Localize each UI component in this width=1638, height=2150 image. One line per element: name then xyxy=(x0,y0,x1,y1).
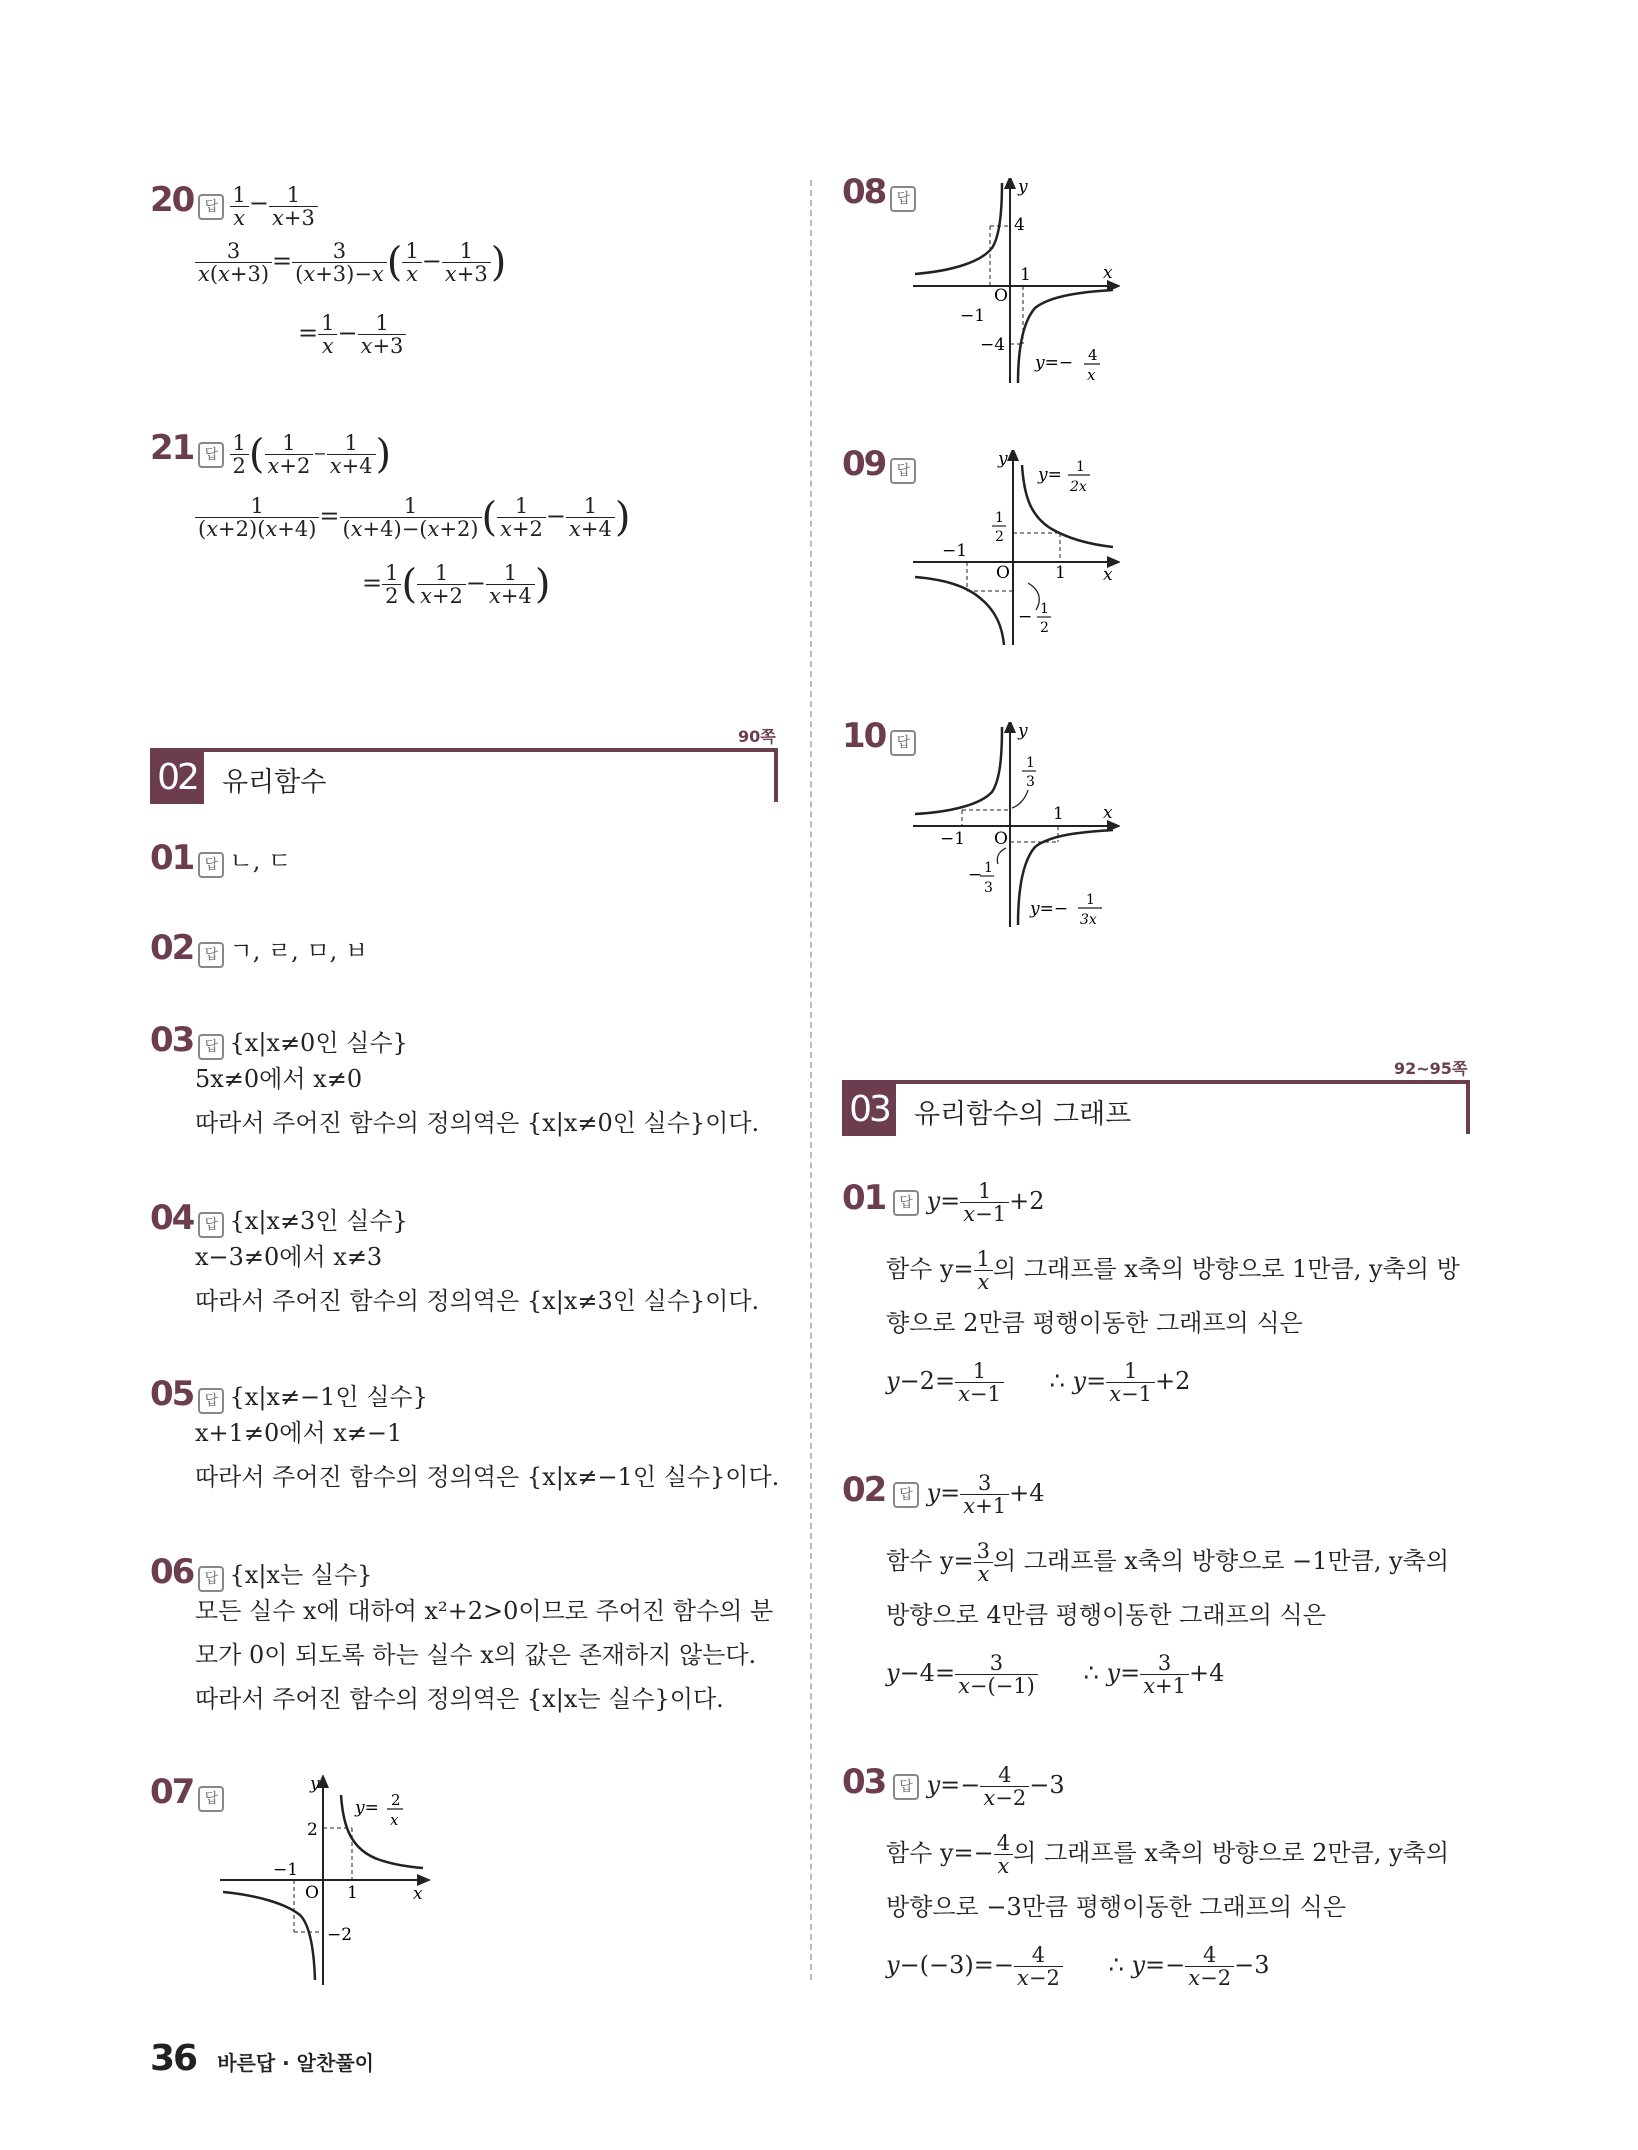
solution-text: 함수 y=− xyxy=(886,1839,994,1867)
section-header-03 xyxy=(842,1080,1470,1140)
tick-label: −1 xyxy=(273,1860,299,1880)
tick-label: 1 xyxy=(1055,563,1066,583)
section-title: 유리함수의 그래프 xyxy=(914,1099,1132,1130)
answer-mark-icon: 답 xyxy=(198,1388,224,1414)
question-05 xyxy=(150,1374,428,1414)
solution-line: 방향으로 4만큼 평행이동한 그래프의 식은 xyxy=(886,1601,1326,1629)
solution-line: 따라서 주어진 함수의 정의역은 {x|x≠−1인 실수}이다. xyxy=(195,1463,780,1491)
curve-branch xyxy=(1022,465,1113,547)
tick-label: 1 xyxy=(984,860,993,876)
solution-line: 모가 0이 되도록 하는 실수 x의 값은 존재하지 않는다. xyxy=(195,1641,757,1669)
curve-branch xyxy=(915,183,1002,274)
equation-label: y=− xyxy=(1035,353,1074,373)
problem-number: 07 xyxy=(150,1772,194,1812)
tick-label: −1 xyxy=(960,306,986,326)
question-01 xyxy=(150,838,291,878)
tick-label: − xyxy=(1018,607,1033,627)
solution-line: $\frac{1}{(x+2)(x+4)}$ = $\frac{1}{(x+4)-(x+2)}$ ( $\frac{1}{x+2}$ − $\frac{1}{x+4}$ ) xyxy=(195,495,630,540)
frac-numerator: 2 xyxy=(391,1791,401,1809)
section-header-02 xyxy=(150,748,778,808)
problem-number: 09 xyxy=(842,444,886,484)
solution-line: = $\frac{1}{x}$ − $\frac{1}{x+3}$ xyxy=(298,312,406,357)
problem-number: 08 xyxy=(842,172,886,212)
answer-text: {x|x≠3인 실수} xyxy=(229,1207,408,1235)
tick-label: 1 xyxy=(1040,601,1049,617)
answer-text: {x|x≠0인 실수} xyxy=(229,1029,408,1057)
section-number: 03 xyxy=(842,1084,896,1136)
tick-label: 1 xyxy=(1026,755,1035,771)
solution-text: 함수 y= xyxy=(886,1255,974,1283)
axis-label-y: y xyxy=(1018,722,1028,741)
axis-label-y: y xyxy=(310,1775,320,1794)
answer-mark-icon: 답 xyxy=(198,942,224,968)
answer-mark-icon: 답 xyxy=(198,1212,224,1238)
page-footer xyxy=(150,2038,374,2079)
solution-text: 의 그래프를 x축의 방향으로 −1만큼, y축의 xyxy=(993,1547,1450,1575)
section-bracket xyxy=(1466,1084,1470,1134)
solution-text: 의 그래프를 x축의 방향으로 1만큼, y축의 방 xyxy=(993,1255,1460,1283)
answer-mark-icon: 답 xyxy=(890,458,916,484)
problem-number: 01 xyxy=(842,1178,886,1218)
problem-number: 06 xyxy=(150,1552,194,1592)
question-03 xyxy=(150,1020,408,1060)
problem-number: 03 xyxy=(842,1762,886,1802)
tick-label: 1 xyxy=(1053,804,1064,824)
problem-number: 02 xyxy=(842,1470,886,1510)
solution-line: y−(−3)=− $\frac{4}{x-2}$ ∴ y=− $\frac{4}{x-2}$ −3 xyxy=(886,1943,1270,1990)
tick-label: −4 xyxy=(980,335,1006,355)
solution-text: 함수 y= xyxy=(886,1547,974,1575)
column-divider xyxy=(810,180,812,1980)
page-reference: 92~95쪽 xyxy=(1394,1059,1468,1078)
axis-label-y: y xyxy=(1018,178,1028,197)
solution-line: = $\frac{1}{2}$ ( $\frac{1}{x+2}$ − $\frac{1}{x+4}$ ) xyxy=(362,561,551,608)
tick-label: 2 xyxy=(1040,620,1049,636)
solution-text: 의 그래프를 x축의 방향으로 2만큼, y축의 xyxy=(1013,1839,1450,1867)
answer-mark-icon: 답 xyxy=(893,1190,919,1216)
math-fraction: $\frac{1}{x}$ xyxy=(230,184,249,229)
problem-number: 04 xyxy=(150,1198,194,1238)
solution-line: 함수 y= $\frac{3}{x}$ 의 그래프를 x축의 방향으로 −1만큼, y축의 xyxy=(886,1539,1450,1586)
tick-label: 3 xyxy=(984,880,993,896)
section-bracket xyxy=(774,752,778,802)
answer-mark-icon: 답 xyxy=(198,1034,224,1060)
answer-text: {x|x≠−1인 실수} xyxy=(229,1383,428,1411)
problem-20: 20 답 $\frac{1}{x}$ − $\frac{1}{x+3}$ xyxy=(150,180,318,229)
answer-mark-icon: 답 xyxy=(198,442,224,468)
curve-branch xyxy=(341,1795,423,1868)
tick-label: 2 xyxy=(307,1820,318,1840)
tick-label: 2 xyxy=(995,529,1004,545)
problem-number: 02 xyxy=(150,928,194,968)
answer-mark-icon: 답 xyxy=(893,1774,919,1800)
origin-label: O xyxy=(996,563,1010,583)
problem-number: 01 xyxy=(150,838,194,878)
section-title: 유리함수 xyxy=(222,767,327,798)
problem-number: 21 xyxy=(150,428,194,468)
answer-mark-icon: 답 xyxy=(198,194,224,220)
tick-label: 3 xyxy=(1026,774,1035,790)
frac-numerator: 1 xyxy=(1076,459,1085,475)
tick-label: −1 xyxy=(942,541,968,561)
graph-08 xyxy=(910,178,1120,388)
frac-denominator: x xyxy=(390,1811,399,1829)
question-02 xyxy=(150,928,368,968)
question-08 xyxy=(842,172,916,212)
answer-text: ㄴ, ㄷ xyxy=(229,847,292,875)
solution-line: 5x≠0에서 x≠0 xyxy=(195,1065,363,1093)
axis-label-y: y xyxy=(998,450,1008,469)
graph-09 xyxy=(910,450,1120,650)
frac-denominator: x xyxy=(1087,366,1096,384)
question-07 xyxy=(150,1772,224,1812)
equation-label: y= xyxy=(1038,465,1062,485)
question-04 xyxy=(150,1198,408,1238)
page-reference: 90쪽 xyxy=(738,727,776,746)
solution-line: 함수 y= $\frac{1}{x}$ 의 그래프를 x축의 방향으로 1만큼, y축의 방 xyxy=(886,1247,1460,1294)
problem-21: 21 답 $\frac{1}{2}$ ( $\frac{1}{x+2}$ − $\frac{1}{x+4}$ ) xyxy=(150,428,392,478)
axis-label-x: x xyxy=(1103,565,1113,585)
solution-line: x−3≠0에서 x≠3 xyxy=(195,1243,383,1271)
answer-mark-icon: 답 xyxy=(198,852,224,878)
answer-text: ㄱ, ㄹ, ㅁ, ㅂ xyxy=(229,937,369,965)
question-09 xyxy=(842,444,916,484)
page-number: 36 xyxy=(150,2038,197,2079)
curve-branch xyxy=(223,1892,315,1980)
solution-line: 함수 y=− $\frac{4}{x}$ 의 그래프를 x축의 방향으로 2만큼, y축의 xyxy=(886,1831,1450,1878)
math-fraction: $\frac{1}{x+3}$ xyxy=(269,184,318,229)
graph-07 xyxy=(215,1775,435,1990)
tick-label: 1 xyxy=(995,510,1004,526)
axis-label-x: x xyxy=(1103,803,1113,823)
tick-label: 4 xyxy=(1014,215,1025,235)
solution-line: x+1≠0에서 x≠−1 xyxy=(195,1419,403,1447)
answer-mark-icon: 답 xyxy=(198,1566,224,1592)
tick-label: 1 xyxy=(1020,265,1031,285)
answer-mark-icon: 답 xyxy=(890,186,916,212)
axis-label-x: x xyxy=(413,1884,423,1904)
solution-line: 향으로 2만큼 평행이동한 그래프의 식은 xyxy=(886,1309,1303,1337)
answer-mark-icon: 답 xyxy=(198,1786,224,1812)
curve-branch xyxy=(915,577,1004,645)
solution-line: 따라서 주어진 함수의 정의역은 {x|x≠3인 실수}이다. xyxy=(195,1287,760,1315)
question-06 xyxy=(150,1552,372,1592)
section3-question-01: 01 답 y= $\frac{1}{x-1}$ +2 xyxy=(842,1178,1045,1226)
problem-number: 20 xyxy=(150,180,194,220)
solution-line: $\frac{3}{x(x+3)}$ = $\frac{3}{(x+3)-x}$ ( $\frac{1}{x}$ − $\frac{1}{x+3}$ ) xyxy=(195,240,506,285)
tick-label: − xyxy=(968,865,983,885)
question-10 xyxy=(842,716,916,756)
problem-number: 03 xyxy=(150,1020,194,1060)
equation-label: y=− xyxy=(1030,899,1069,919)
solution-line: 모든 실수 x에 대하여 x²+2>0이므로 주어진 함수의 분 xyxy=(195,1597,774,1625)
section3-question-03: 03 답 y=− $\frac{4}{x-2}$ −3 xyxy=(842,1762,1065,1810)
problem-number: 10 xyxy=(842,716,886,756)
footer-title: 바른답 · 알찬풀이 xyxy=(217,2051,374,2075)
axis-label-x: x xyxy=(1103,263,1113,283)
origin-label: O xyxy=(305,1883,319,1903)
tick-label: 1 xyxy=(347,1883,358,1903)
curve-branch xyxy=(915,727,1002,814)
solution-line: 따라서 주어진 함수의 정의역은 {x|x는 실수}이다. xyxy=(195,1685,724,1713)
equation-label: y= xyxy=(355,1798,379,1818)
frac-denominator: 2x xyxy=(1070,479,1087,495)
frac-numerator: 1 xyxy=(1086,892,1095,908)
tick-label: −2 xyxy=(327,1925,353,1945)
answer-mark-icon: 답 xyxy=(893,1482,919,1508)
origin-label: O xyxy=(994,829,1008,849)
tick-label: −1 xyxy=(940,829,966,849)
solution-line: y−4= $\frac{3}{x-(-1)}$ ∴ y= $\frac{3}{x+1}$ +4 xyxy=(886,1651,1225,1698)
frac-numerator: 4 xyxy=(1088,346,1098,364)
answer-mark-icon: 답 xyxy=(890,730,916,756)
graph-10 xyxy=(910,722,1120,932)
origin-label: O xyxy=(994,286,1008,306)
section3-question-02: 02 답 y= $\frac{3}{x+1}$ +4 xyxy=(842,1470,1045,1518)
solution-line: 방향으로 −3만큼 평행이동한 그래프의 식은 xyxy=(886,1893,1347,1921)
solution-line: 따라서 주어진 함수의 정의역은 {x|x≠0인 실수}이다. xyxy=(195,1109,760,1137)
problem-number: 05 xyxy=(150,1374,194,1414)
answer-text: {x|x는 실수} xyxy=(229,1561,373,1589)
section-number: 02 xyxy=(150,752,204,804)
frac-denominator: 3x xyxy=(1080,912,1097,928)
solution-line: y−2= $\frac{1}{x-1}$ ∴ y= $\frac{1}{x-1}$ +2 xyxy=(886,1359,1191,1406)
